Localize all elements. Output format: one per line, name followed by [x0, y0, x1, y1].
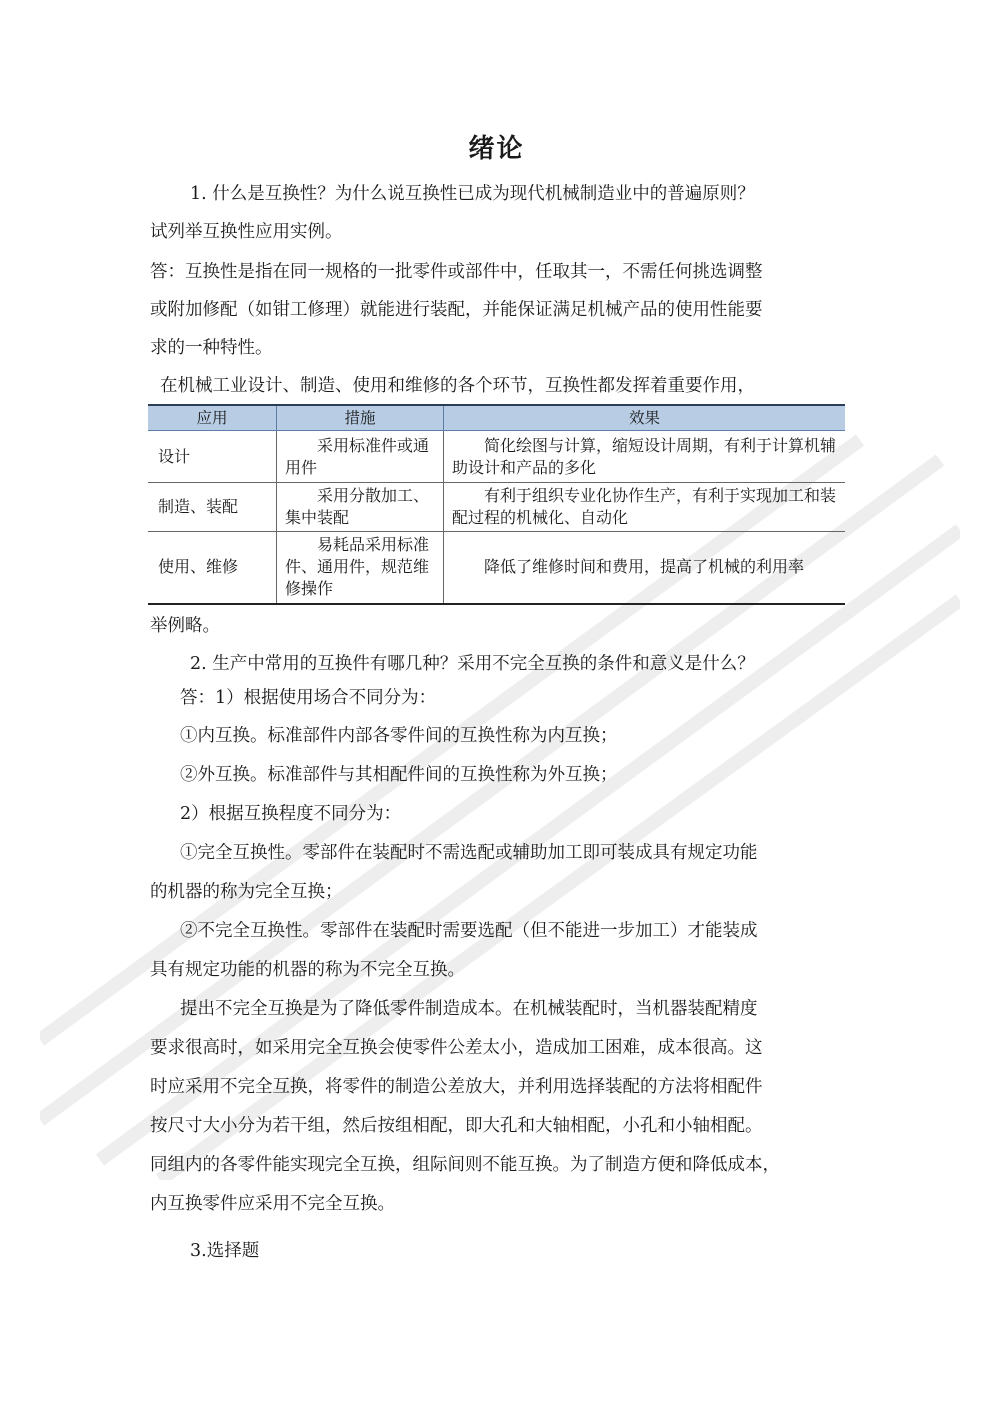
answer-2-line-7: ②不完全互换性。零部件在装配时需要选配（但不能进一步加工）才能装成 — [180, 921, 758, 941]
header-application: 应用 — [148, 405, 277, 431]
answer-2-line-8: 具有规定功能的机器的称为不完全互换。 — [150, 960, 465, 980]
answer-2-line-1: 答：1）根据使用场合不同分为： — [180, 688, 437, 708]
answer-1-line-2: 或附加修配（如钳工修理）就能进行装配，并能保证满足机械产品的使用性能要 — [150, 300, 763, 320]
answer-1-line-3: 求的一种特性。 — [150, 338, 273, 358]
header-measure: 措施 — [277, 405, 444, 431]
answer-2-line-6: 的机器的称为完全互换； — [150, 882, 343, 902]
header-effect: 效果 — [444, 405, 846, 431]
answer-2-para-line: 要求很高时，如采用完全互换会使零件公差太小，造成加工困难，成本很高。这 — [150, 1038, 763, 1058]
answer-2-para-line: 提出不完全互换是为了降低零件制造成本。在机械装配时，当机器装配精度 — [180, 999, 758, 1019]
question-1-line-1: 1. 什么是互换性？为什么说互换性已成为现代机械制造业中的普遍原则？ — [190, 184, 755, 204]
interchangeability-table — [148, 404, 845, 605]
example-omitted: 举例略。 — [150, 616, 220, 636]
answer-2-para-line: 内互换零件应采用不完全互换。 — [150, 1194, 395, 1214]
cell-measure: 采用标准件或通用件 — [277, 431, 444, 483]
cell-measure: 采用分散加工、集中装配 — [277, 483, 444, 532]
question-3: 3.选择题 — [190, 1241, 260, 1261]
cell-measure: 易耗品采用标准件、通用件，规范维修操作 — [277, 532, 444, 604]
answer-1-line-1: 答：互换性是指在同一规格的一批零件或部件中，任取其一，不需任何挑选调整 — [150, 262, 763, 282]
table-row — [148, 431, 845, 483]
cell-application: 使用、维修 — [148, 532, 277, 604]
cell-effect: 简化绘图与计算，缩短设计周期，有利于计算机辅助设计和产品的多化 — [444, 431, 846, 483]
answer-2-line-5: ①完全互换性。零部件在装配时不需选配或辅助加工即可装成具有规定功能 — [180, 843, 758, 863]
table-header-row — [148, 405, 845, 431]
answer-2-para-line: 按尺寸大小分为若干组，然后按组相配，即大孔和大轴相配，小孔和小轴相配。 — [150, 1116, 763, 1136]
cell-effect: 降低了维修时间和费用，提高了机械的利用率 — [444, 532, 846, 604]
question-2: 2. 生产中常用的互换件有哪几种？采用不完全互换的条件和意义是什么？ — [190, 654, 755, 674]
answer-2-para-line: 同组内的各零件能实现完全互换，组际间则不能互换。为了制造方便和降低成本， — [150, 1155, 780, 1175]
cell-application: 设计 — [148, 431, 277, 483]
table-intro: 在机械工业设计、制造、使用和维修的各个环节，互换性都发挥着重要作用， — [160, 376, 755, 396]
answer-2-line-2: ①内互换。标准部件内部各零件间的互换性称为内互换； — [180, 726, 618, 746]
cell-application: 制造、装配 — [148, 483, 277, 532]
table-row — [148, 483, 845, 532]
question-1-line-2: 试列举互换性应用实例。 — [150, 222, 343, 242]
table-row — [148, 532, 845, 604]
answer-2-para-line: 时应采用不完全互换，将零件的制造公差放大，并利用选择装配的方法将相配件 — [150, 1077, 763, 1097]
cell-effect: 有利于组织专业化协作生产，有利于实现加工和装配过程的机械化、自动化 — [444, 483, 846, 532]
page-title: 绪论 — [468, 134, 525, 164]
answer-2-line-3: ②外互换。标准部件与其相配件间的互换性称为外互换； — [180, 765, 618, 785]
answer-2-line-4: 2）根据互换程度不同分为： — [180, 804, 402, 824]
